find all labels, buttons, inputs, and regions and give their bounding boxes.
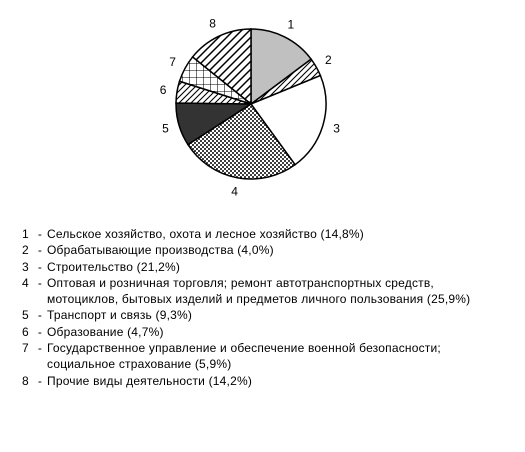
legend-label: Обрабатывающие производства (4,0%) <box>47 243 274 258</box>
legend-key: 2 <box>22 243 29 258</box>
slice-label-8: 8 <box>209 16 216 31</box>
legend-label: Строительство (21,2%) <box>47 259 181 274</box>
slice-label-4: 4 <box>231 184 238 199</box>
legend-key: 7 <box>22 341 29 356</box>
legend-item-4: 4 - Оптовая и розничная торговля; ремонт автотранспортных средств, мотоциклов, бытовых изделий и предметов личного пользования (25,9%) <box>22 275 471 307</box>
slice-label-5: 5 <box>162 121 169 136</box>
legend-key: 6 <box>22 324 29 339</box>
legend-item-1: 1 - Сельское хозяйство, охота и лесное хозяйство (14,8%) <box>22 227 364 241</box>
legend-label: Образование (4,7%) <box>47 324 164 339</box>
legend-item-2: 2 - Обрабатывающие производства (4,0%) <box>22 243 274 258</box>
pie-chart <box>0 0 525 220</box>
legend-item-3: 3 - Строительство (21,2%) <box>22 259 181 274</box>
slice-label-6: 6 <box>159 82 167 97</box>
legend-key: 5 <box>22 308 29 323</box>
legend-key: 8 <box>22 373 29 388</box>
legend-label: Государственное управление и обеспечение военной безопасности; социальное страхование (5,9%) <box>47 341 441 372</box>
slice-label-1: 1 <box>287 17 295 32</box>
legend-label: Прочие виды деятельности (14,2%) <box>47 373 253 388</box>
legend-key: 1 <box>22 227 29 241</box>
slice-label-7: 7 <box>169 54 176 69</box>
legend-key: 3 <box>22 259 29 274</box>
slice-label-3: 3 <box>333 121 340 136</box>
chart-legend <box>22 226 522 389</box>
legend-label: Оптовая и розничная торговля; ремонт автотранспортных средств, мотоциклов, бытовых изделий и предметов личного пользования (25,9%) <box>47 275 471 307</box>
legend-item-7: 7 - Государственное управление и обеспечение военной безопасности; социальное страхование (5,9%) <box>22 341 441 372</box>
legend-item-8: 8 - Прочие виды деятельности (14,2%) <box>22 373 253 388</box>
legend-item-5: 5 - Транспорт и связь (9,3%) <box>22 308 193 323</box>
legend-label: Сельское хозяйство, охота и лесное хозяйство (14,8%) <box>47 227 364 241</box>
legend-label: Транспорт и связь (9,3%) <box>47 308 193 323</box>
slice-label-2: 2 <box>325 53 332 68</box>
legend-item-6: 6 - Образование (4,7%) <box>22 324 164 339</box>
legend-key: 4 <box>22 275 29 290</box>
